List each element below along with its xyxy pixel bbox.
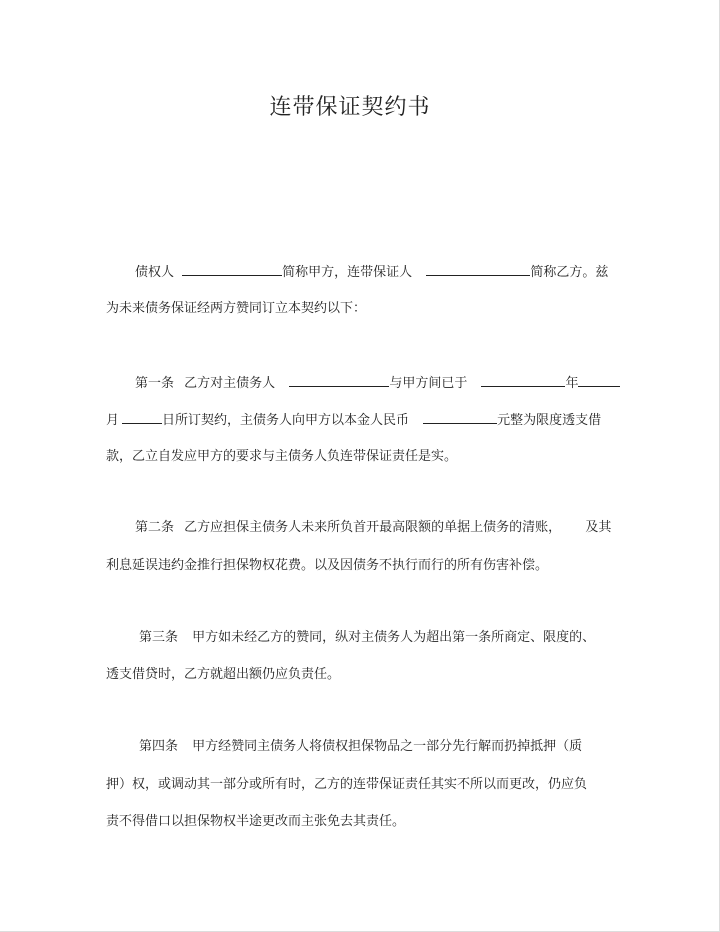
article-number: 第四条 <box>139 739 179 754</box>
preamble-line-2: 为未来债务保证经两方赞同订立本契约以下： <box>106 301 367 316</box>
article4-line-1 <box>139 738 582 756</box>
article-text: 及其 <box>585 520 612 535</box>
guarantor-blank[interactable] <box>426 263 530 276</box>
article3-line-1 <box>139 629 595 647</box>
article-text: 与甲方间已于 <box>389 376 468 391</box>
month-blank-start[interactable] <box>578 374 620 387</box>
document-title: 连带保证契约书 <box>269 95 431 120</box>
year-blank[interactable] <box>481 374 565 387</box>
day-blank[interactable] <box>122 411 162 424</box>
article-text: 甲方经赞同主债务人将债权担保物品之一部分先行解而扔掉抵押（质 <box>192 739 583 754</box>
article4-line-2: 押）权，或调动其一部分或所有时，乙方的连带保证责任其实不所以而更改，仍应负 <box>106 777 588 792</box>
article-number: 第三条 <box>139 630 179 645</box>
article-text: 年 <box>565 376 579 391</box>
article-text: 日所订契约，主债务人向甲方以本金人民币 <box>162 413 410 428</box>
article-text: 月 <box>106 413 120 428</box>
article-number: 第二条 <box>135 520 175 535</box>
debtor-blank[interactable] <box>289 374 389 387</box>
article1-line-3: 款，乙立自发应甲方的要求与主债务人负连带保证责任是实。 <box>106 449 458 464</box>
article4-line-3: 责不得借口以担保物权半途更改而主张免去其责任。 <box>106 814 406 829</box>
article-text: 甲方如未经乙方的赞同，纵对主债务人为超出第一条所商定、限度的、 <box>192 630 596 645</box>
creditor-label: 债权人 <box>135 265 175 280</box>
article1-line-2 <box>106 411 601 430</box>
preamble-text: 简称乙方。兹 <box>530 265 609 280</box>
article-text: 元整为限度透支借 <box>497 413 602 428</box>
article2-line-1 <box>135 519 611 537</box>
article2-line-2: 利息延误违约金推行担保物权花费。以及因债务不执行而行的所有伤害补偿。 <box>106 558 549 573</box>
article-text: 乙方对主债务人 <box>184 376 276 391</box>
article-text: 乙方应担保主债务人未来所负首开最高限额的单据上债务的清账， <box>184 520 562 535</box>
preamble-text: 简称甲方，连带保证人 <box>282 265 413 280</box>
article-number: 第一条 <box>135 376 175 391</box>
amount-blank[interactable] <box>423 411 497 424</box>
creditor-blank[interactable] <box>182 263 282 276</box>
article3-line-2: 透支借贷时，乙方就超出额仍应负责任。 <box>106 667 341 682</box>
article1-line-1 <box>135 374 620 393</box>
preamble-line-1 <box>135 263 608 282</box>
